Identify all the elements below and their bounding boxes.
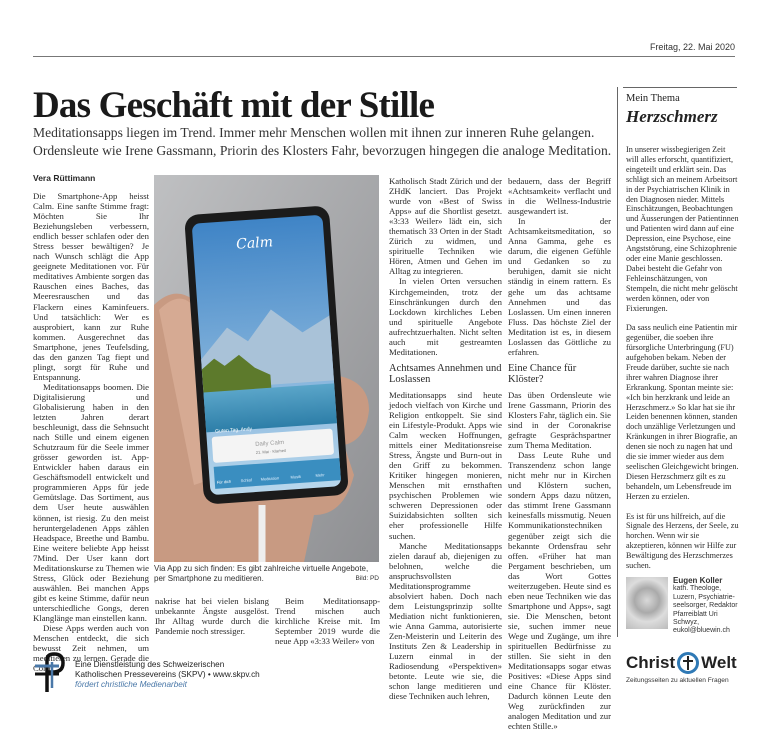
author-photo [626,577,668,629]
author-line: seelsorger, Redaktor [673,602,738,610]
app-greeting: Guten Tag, Andy [215,426,253,435]
app-tab: Schlaf [240,477,252,484]
footer-tagline: fördert christliche Medienarbeit [75,680,187,689]
christ-welt-brand [626,652,741,696]
author-line: Luzern, Psychiatrie- [673,593,735,601]
author-info [673,577,741,636]
sidebar-kicker: Mein Thema [626,93,680,104]
brand-tagline: Zeitungsseiten zu aktuellen Fragen [626,677,729,684]
paragraph: Katholisch Stadt Zürich und der ZHdK lanciert. Das Projekt wurde von «Best of Swiss Apps» auf die Shortlist gesetzt. «3:33 Weiler» lädt ein, sich thematisch 33 Orten in der Stadt Zürich zu widmen, und spirituelle Techniken wie Hören, Atmen und Gehen im Alltag zu integrieren. [389,176,502,277]
subheading: Achtsames Annehmen und Loslassen [389,362,502,386]
photo-caption [154,564,379,584]
opinion-sidebar [617,87,737,637]
paragraph: Meditationsapps sind heute jedoch vielfach von Kirche und Religion entkoppelt. Sie sind ein Lifestyle-Produkt. Apps wie Calm wecken Hoffnungen, mittels einer Meditationsreise Stress, Ängste und Burn-out in den Griff zu bekommen. Kritiker hingegen monieren, Menschen mit ernsthaften psychischen Problemen wie schweren Depressionen oder Suizidabsichten sollten sich eher professionelle Hilfe suchen. [389,389,502,541]
author-line: kath. Theologe, [673,585,722,593]
article-column-3 [389,176,502,701]
paragraph: Da sass neulich eine Patientin mir gegenüber, die soeben ihre fürsorgliche Unterbringung (FU) aufgehoben bekam. Neben der Freude darüber, suchte sie nach ihrer wahren Diagnose ihrer Erkrankung. Spontan meinte sie: «Ich bin herzkrank und leide an Herzschmerz.» So klar hat sie ihr Leiden benennen können, standen doch unzählige Verletzungen und Kränkungen in ihrer Biografie, an denen sie noch zu nagen hat und die sie immer wieder aus dem seelischen Gleichgewicht bringen. Diesen Herzschmerz gilt es zu behandeln, um Lebensfreude im Herzen zu erzielen. [626,323,739,501]
article-column-2b [275,596,380,646]
smartphone [184,205,349,504]
paragraph: Diese Apps werden auch von Menschen entdeckt, die sich bewusst Zeit nehmen, um meditieren zu lernen. Gerade die Coro- [33,623,149,674]
brand-left: Christ [626,653,676,672]
cross-circle-icon [677,652,699,674]
author-name: Eugen Koller [673,576,723,585]
skpv-logo-icon [33,652,67,692]
paragraph: Die Smartphone-App heisst Calm. Eine sanfte Stimme fragt: Möchten Sie Ihr Beziehungsleben verbessern, endlich besser schlafen oder den Stress besser bewältigen? Je nach Wunsch schlägt die App geeignete Meditationen vor. Für meditatives Ambiente sorgen das Rauschen eines Baches, das Meeresrauschen und das Flackern eines Kaminfeuers. Und tatsächlich: Wer es ausprobiert, kann zur Ruhe kommen. Ausgerechnet das Smartphone, jenes Teufelsding, das den ganzen Tag fiept und plingt, sorgt für Ruhe und Entspannung. [33,191,149,382]
author-box [626,576,741,635]
card-subtitle: 21. Mai · Klarheit [255,447,287,455]
app-logo: Calm [235,234,274,253]
paragraph: In vielen Orten versuchen Kirchgemeinden, trotz der Einschränkungen durch den Lockdown kirchliches Leben und spirituelle Angebote aufrechtzuerhalten. Nicht selten auch mit gestreamten Meditationen. [389,276,502,357]
paragraph: Dass Leute Ruhe und Transzendenz schon lange nicht mehr nur in Kirchen und Klöstern suchen, sondern Apps dazu nützen, das stimmt Irene Gassmann keinesfalls missmutig. Neuen Kommunikationstechniken gegenüber zeigt sich die bekannte Ordensfrau sehr offen. «Früher hat man Pergament beschrieben, um das Wort Gottes weiterzugeben. Heute sind es eben neue Techniken wie das Smartphone und Apps», sagt sie. Die Menschen, betont sie, suchen immer neue Wege und Zugänge, um ihre spirituellen Bedürfnisse zu stillen. Sie sieht in den Meditationsapps sogar etwas Positives: «Diese Apps sind eine Chance für Klöster. Dadurch können Leute den Weg zurückfinden zur analogen Meditation und zur echten Stille.» [508,450,611,731]
article-photo [154,175,379,562]
byline: Vera Rüttimann [33,173,96,183]
issue-date: Freitag, 22. Mai 2020 [649,42,735,52]
caption-text: Via App zu sich finden: Es gibt zahlreiche virtuelle Angebote, per Smartphone zu meditieren. [154,564,369,583]
paragraph: Meditationsapps boomen. Die Digitalisierung und Globalisierung haben in den letzten Jahren derart beschleunigt, dass die Sehnsucht nach Stille und einem eigenen Schutzraum für die Seele immer grösser geworden ist. App-Entwickler haben daraus ein Geschäftsmodell entwickelt und programmieren Apps für jede Gemütslage. Das Sortiment, aus dem User heute auswählen können, ist riesig. Zu den meist heruntergeladenen Apps zählen Headspace, Breethe und Bambu. Eine weitere beliebte App heisst 7Mind. Der User kann dort Meditationskurse zu Themen wie Stress, Glück oder Beziehung auswählen. Bei manchen Apps gibt es keine Stimme, dafür neun unterschiedliche Gongs, deren Klanglänge man einstellen kann. [33,381,149,623]
subheading: Eine Chance für Klöster? [508,362,577,386]
card-title: Daily Calm [255,439,285,448]
paragraph: bedauern, dass der Begriff «Achtsamkeit» verflacht und in die Wellness-Industrie ausgewandert ist. [508,176,611,217]
article-title: Das Geschäft mit der Stille [33,85,435,126]
sidebar-rule [623,87,737,88]
article-column-2a [155,596,269,636]
author-line: Pfarreiblatt Uri Schwyz, [673,610,718,627]
paragraph: Beim Meditationsapp-Trend mischen auch kirchliche Kreise mit. Im September 2019 wurde die neue App «3:33 Weiler» von [275,596,380,647]
app-tab: Meditation [260,475,280,482]
author-email: eukol@bluewin.ch [673,627,730,635]
paragraph: Manche Meditationsapps zielen darauf ab, diejenigen zu belohnen, welche die anspruchsvollsten Meditationsprogramme absolviert haben. Doch nach dem Leistungsprinzip sollte Mediation nicht funktionieren, wie Anna Gamma, autorisierte Zen-Meisterin und Leiterin des Instituts Zen & Leadership in Luzern einmal in der Radiosendung «Perspektiven» betonte. Leute wie sie, die schon lange meditieren und diese Techniken auch lehren, [389,540,502,702]
sidebar-text [626,145,739,581]
header-rule [33,56,735,57]
article-deck: Meditationsapps liegen im Trend. Immer mehr Menschen wollen mit ihnen zur inneren Ruhe gelangen. Ordensleute wie Irene Gassmann, Priorin des Klosters Fahr, bevorzugen hingegen die analoge Meditation. [33,125,612,158]
article-column-4 [508,176,611,731]
brand-right: Welt [701,653,737,672]
app-tab: Für dich [216,478,232,485]
footer-line: Katholischen Pressevereins (SKPV) • www.skpv.ch [75,670,260,679]
paragraph: In der Achtsamkeitsmeditation, so Anna Gamma, gehe es darum, die eigenen Gefühle und Gedanken so zu beruhigen, damit sie nicht ständig in einem rattern. Es gehe um das achtsame Annehmen und das Loslassen. Um einen inneren Fluss. Das höchste Ziel der Meditation ist es, in diesem Loslassen das Göttliche zu erfahren. [508,216,611,357]
footer-line: Eine Dienstleistung des Schweizerischen [75,660,225,669]
footer-text [75,660,260,690]
paragraph: In unserer wissbegierigen Zeit will alles erforscht, quantifiziert, eingeteilt und erklärt sein. Das schlägt sich an meinem Arbeitsort in der Psychiatrischen Klinik in den Diagnosen nieder. Mittels Einschätzungen, Beobachtungen und Äusserungen der Patientinnen und Patienten wird dann auf eine Depression, eine Psychose, eine Angststörung, eine Schizophrenie oder eine Manie geschlossen. Dabei besteht die Gefahr von Fehleinschätzungen, von Stempeln, die nicht mehr gelöscht werden können, oder von Fixierungen. [626,145,739,313]
photo-credit: Bild: PD [355,575,379,582]
sidebar-title: Herzschmerz [626,107,718,126]
article-column-1 [33,173,149,673]
brand-logo [626,652,741,674]
paragraph: nakrise hat bei vielen bislang unbekannte Ängste ausgelöst. Ihr Alltag wurde durch die Pandemie noch stressiger. [155,596,269,637]
app-tab: Musik [290,473,302,480]
publisher-footer [33,650,353,694]
app-tab: Mehr [315,472,325,478]
paragraph: Es ist für uns hilfreich, auf die Signale des Herzens, der Seele, zu horchen. Wenn wir sie akzeptieren, können wir Hilfe zur Bewältigung des Herzschmerzes suchen. [626,511,739,571]
paragraph: Das üben Ordensleute wie Irene Gassmann, Priorin des Klosters Fahr, täglich ein. Sie sind in der Coronakrise gefragte Gesprächspartner zum Thema Meditation. [508,389,611,451]
